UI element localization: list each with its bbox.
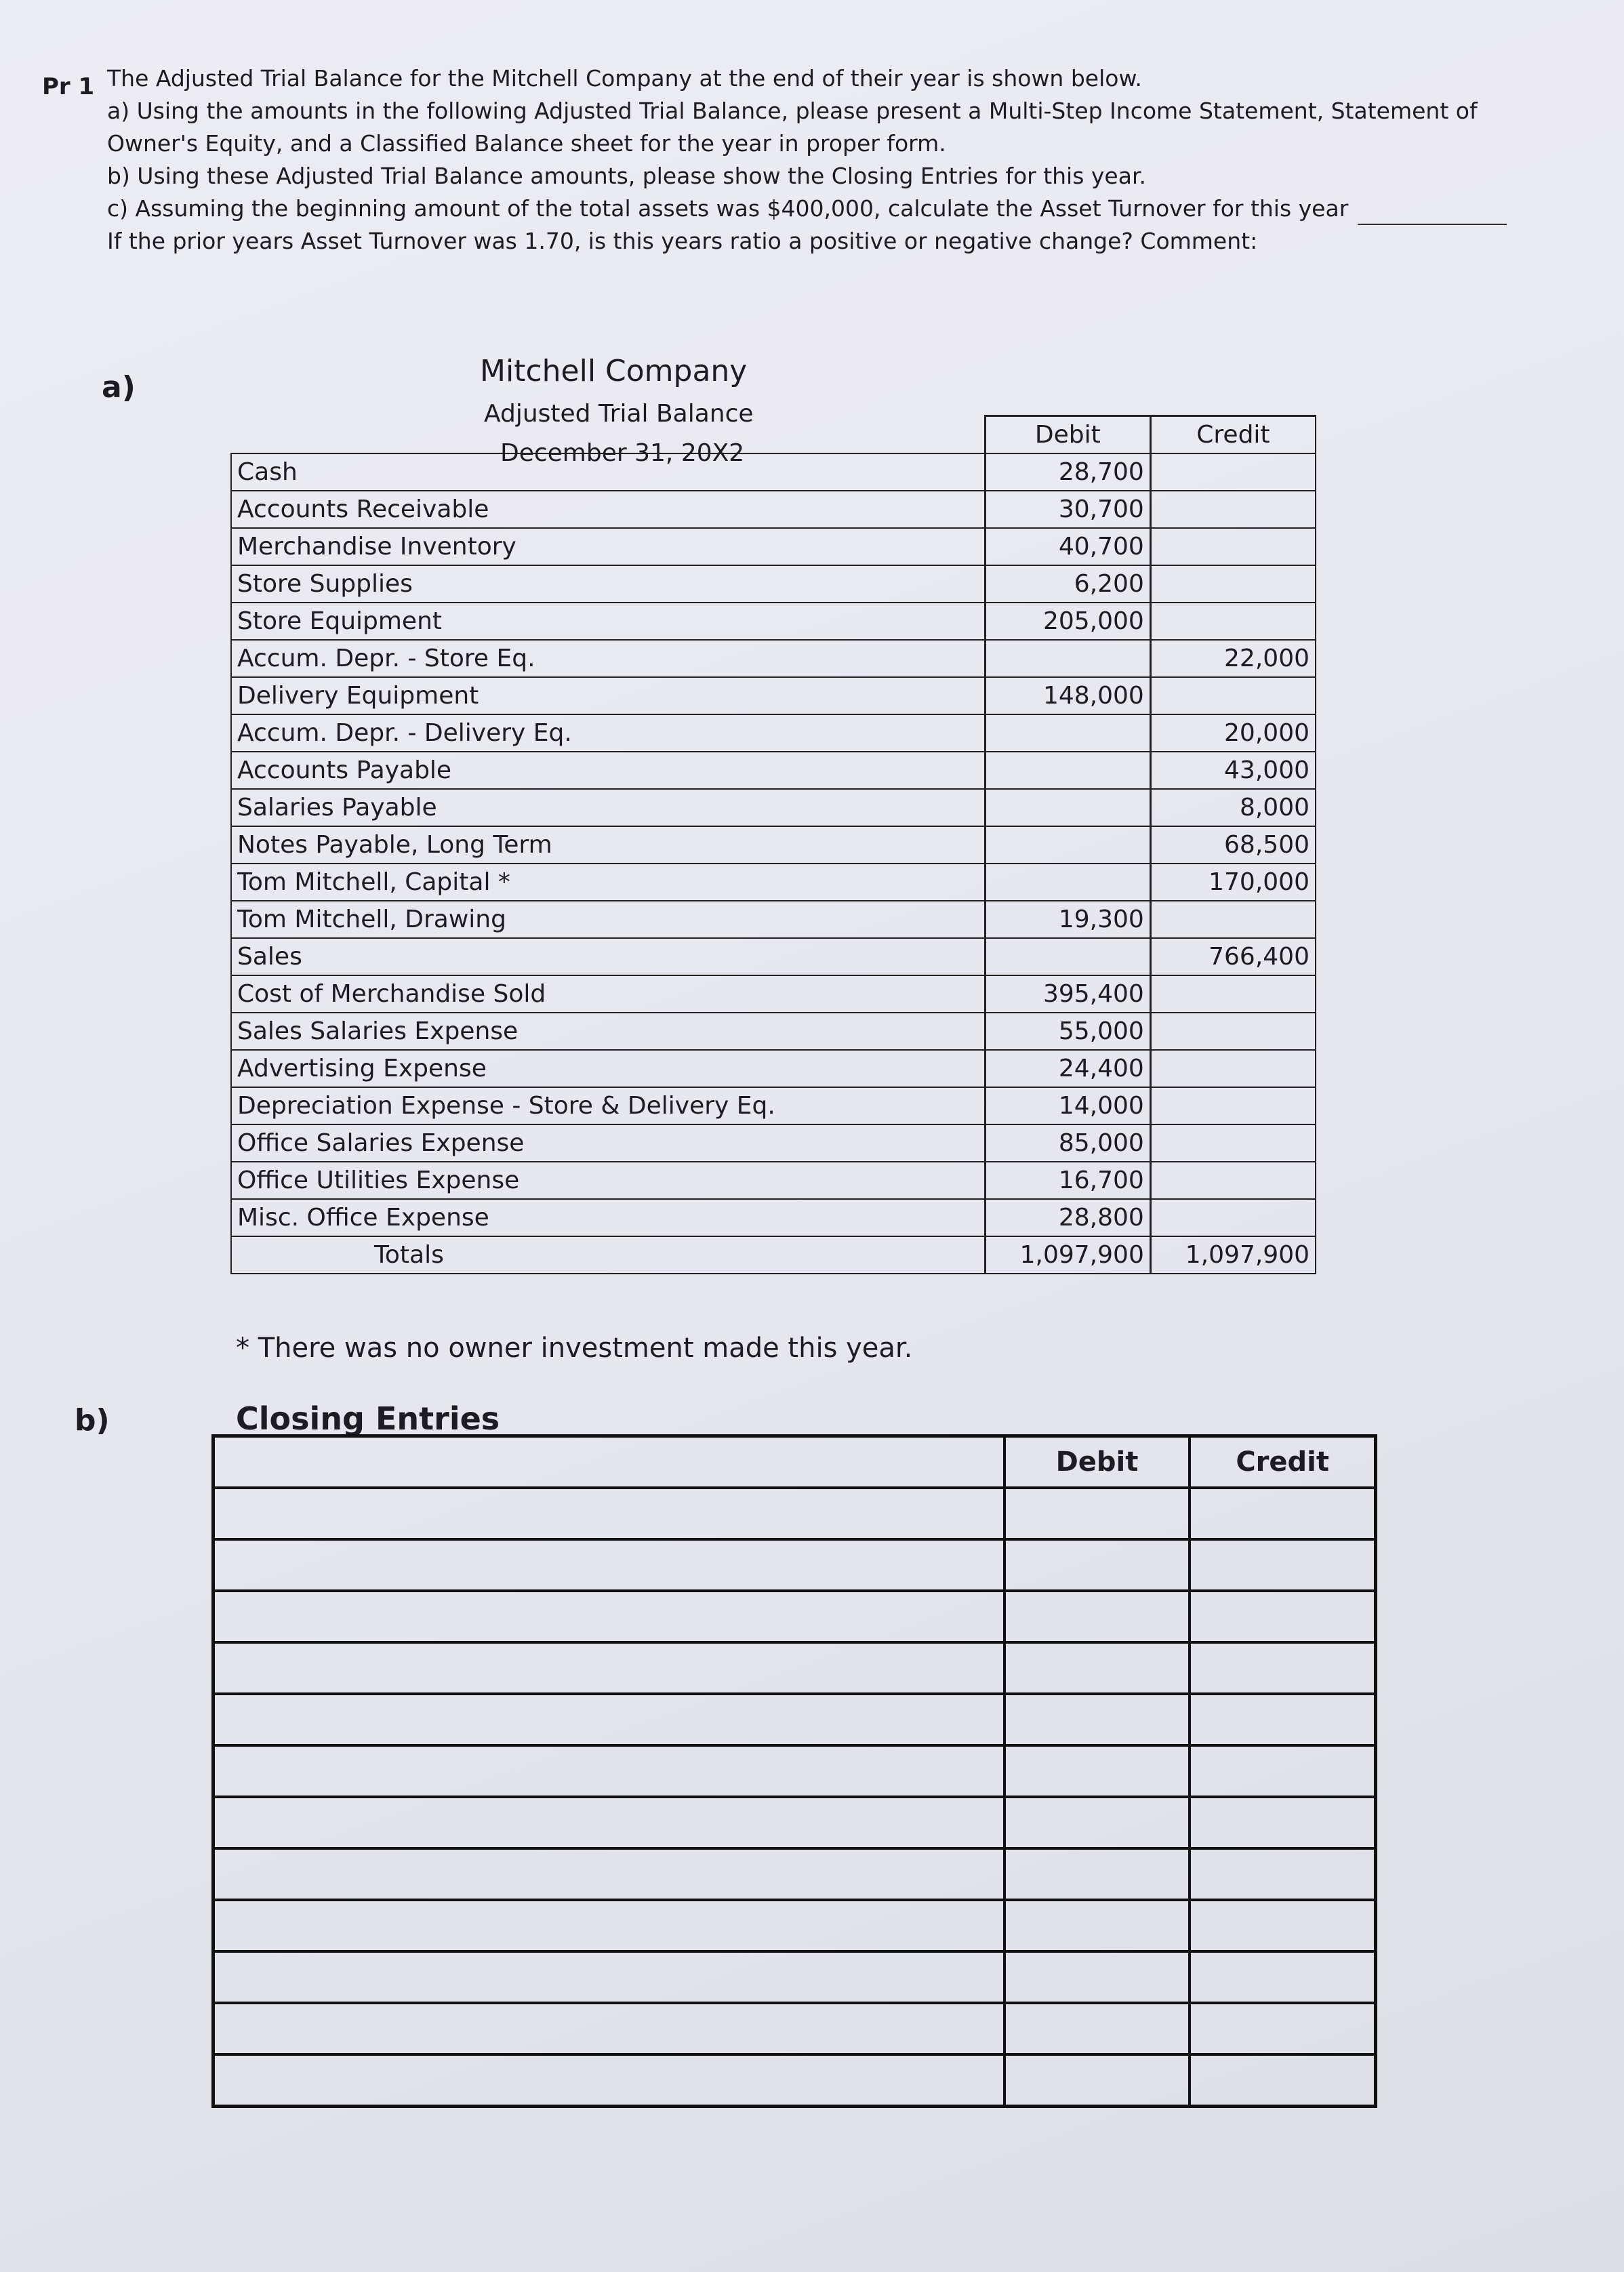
trial-balance-row bbox=[231, 1050, 1316, 1087]
trial-balance-header-row bbox=[231, 416, 1316, 454]
account-name: Office Utilities Expense bbox=[231, 1162, 985, 1199]
closing-entry-debit-cell[interactable] bbox=[1004, 2054, 1190, 2107]
credit-amount bbox=[1150, 1050, 1316, 1087]
debit-header: Debit bbox=[985, 416, 1150, 454]
debit-amount: 28,800 bbox=[985, 1199, 1150, 1236]
closing-entry-credit-cell[interactable] bbox=[1190, 1797, 1375, 1848]
account-name: Tom Mitchell, Capital * bbox=[231, 864, 985, 901]
closing-entry-description-cell[interactable] bbox=[214, 1642, 1004, 1694]
closing-entry-description-cell[interactable] bbox=[214, 1694, 1004, 1745]
closing-credit-header: Credit bbox=[1190, 1436, 1375, 1488]
closing-entry-description-cell[interactable] bbox=[214, 1900, 1004, 1951]
debit-amount bbox=[985, 789, 1150, 826]
credit-amount bbox=[1150, 603, 1316, 640]
debit-amount: 40,700 bbox=[985, 528, 1150, 565]
account-name: Accum. Depr. - Delivery Eq. bbox=[231, 714, 985, 752]
closing-entry-row bbox=[214, 1539, 1376, 1591]
closing-entry-debit-cell[interactable] bbox=[1004, 1642, 1190, 1694]
account-name: Cash bbox=[231, 453, 985, 491]
account-name: Sales bbox=[231, 938, 985, 975]
credit-amount: 8,000 bbox=[1150, 789, 1316, 826]
closing-entry-description-cell[interactable] bbox=[214, 1436, 1004, 1488]
closing-entry-debit-cell[interactable] bbox=[1004, 1797, 1190, 1848]
instruction-line: Owner's Equity, and a Classified Balance sheet for the year in proper form. bbox=[107, 130, 946, 157]
account-name: Office Salaries Expense bbox=[231, 1124, 985, 1162]
closing-entry-credit-cell[interactable] bbox=[1190, 1900, 1375, 1951]
problem-label: Pr 1 bbox=[42, 73, 95, 100]
closing-entry-row bbox=[214, 1745, 1376, 1797]
trial-balance-row bbox=[231, 752, 1316, 789]
closing-entry-credit-cell[interactable] bbox=[1190, 1591, 1375, 1642]
closing-entry-row bbox=[214, 2054, 1376, 2107]
debit-amount bbox=[985, 938, 1150, 975]
closing-entries-title: Closing Entries bbox=[236, 1400, 500, 1437]
debit-amount bbox=[985, 640, 1150, 677]
closing-debit-header: Debit bbox=[1004, 1436, 1190, 1488]
credit-amount bbox=[1150, 1087, 1316, 1124]
trial-balance-row bbox=[231, 938, 1316, 975]
closing-entry-credit-cell[interactable] bbox=[1190, 1848, 1375, 1900]
closing-entry-row bbox=[214, 2003, 1376, 2054]
instruction-line-c bbox=[107, 192, 1564, 225]
closing-entry-row bbox=[214, 1642, 1376, 1694]
debit-amount: 30,700 bbox=[985, 491, 1150, 528]
trial-balance-row bbox=[231, 826, 1316, 864]
account-name: Accounts Receivable bbox=[231, 491, 985, 528]
closing-entry-description-cell[interactable] bbox=[214, 1591, 1004, 1642]
account-name: Advertising Expense bbox=[231, 1050, 985, 1087]
debit-amount: 6,200 bbox=[985, 565, 1150, 603]
closing-entry-description-cell[interactable] bbox=[214, 1951, 1004, 2003]
totals-credit: 1,097,900 bbox=[1150, 1236, 1316, 1274]
closing-entry-debit-cell[interactable] bbox=[1004, 1539, 1190, 1591]
account-name: Accounts Payable bbox=[231, 752, 985, 789]
closing-entry-description-cell[interactable] bbox=[214, 2054, 1004, 2107]
closing-entry-credit-cell[interactable] bbox=[1190, 1694, 1375, 1745]
trial-balance-row bbox=[231, 640, 1316, 677]
closing-entry-credit-cell[interactable] bbox=[1190, 2054, 1375, 2107]
credit-amount bbox=[1150, 975, 1316, 1013]
totals-label: Totals bbox=[231, 1236, 985, 1274]
debit-amount: 16,700 bbox=[985, 1162, 1150, 1199]
closing-entry-debit-cell[interactable] bbox=[1004, 1745, 1190, 1797]
trial-balance-row bbox=[231, 528, 1316, 565]
instruction-line: The Adjusted Trial Balance for the Mitchell Company at the end of their year is shown below. bbox=[107, 65, 1142, 92]
trial-balance-row bbox=[231, 864, 1316, 901]
totals-row bbox=[231, 1236, 1316, 1274]
trial-balance-row bbox=[231, 975, 1316, 1013]
credit-amount: 22,000 bbox=[1150, 640, 1316, 677]
closing-entry-row bbox=[214, 1591, 1376, 1642]
trial-balance-row bbox=[231, 1199, 1316, 1236]
debit-amount: 148,000 bbox=[985, 677, 1150, 714]
credit-amount bbox=[1150, 901, 1316, 938]
closing-entries-header-row bbox=[214, 1436, 1376, 1488]
account-name: Misc. Office Expense bbox=[231, 1199, 985, 1236]
closing-entry-row bbox=[214, 1488, 1376, 1539]
trial-balance-row bbox=[231, 453, 1316, 491]
closing-entry-credit-cell[interactable] bbox=[1190, 1951, 1375, 2003]
header-blank-cell bbox=[231, 416, 985, 454]
credit-amount bbox=[1150, 677, 1316, 714]
closing-entry-debit-cell[interactable] bbox=[1004, 1694, 1190, 1745]
credit-amount: 43,000 bbox=[1150, 752, 1316, 789]
trial-balance-body bbox=[231, 453, 1316, 1236]
company-name: Mitchell Company bbox=[480, 354, 748, 388]
credit-amount bbox=[1150, 1124, 1316, 1162]
part-a-label: a) bbox=[102, 370, 136, 405]
closing-entry-row bbox=[214, 1951, 1376, 2003]
debit-amount: 24,400 bbox=[985, 1050, 1150, 1087]
closing-entry-debit-cell[interactable] bbox=[1004, 1591, 1190, 1642]
account-name: Accum. Depr. - Store Eq. bbox=[231, 640, 985, 677]
footnote: * There was no owner investment made this year. bbox=[236, 1333, 913, 1364]
closing-entry-description-cell[interactable] bbox=[214, 1539, 1004, 1591]
instruction-line: If the prior years Asset Turnover was 1.70, is this years ratio a positive or negative change? Comment: bbox=[107, 228, 1258, 254]
credit-amount bbox=[1150, 565, 1316, 603]
closing-entry-row bbox=[214, 1848, 1376, 1900]
instruction-line: a) Using the amounts in the following Adjusted Trial Balance, please present a Multi-Step Income Statement, Statement of bbox=[107, 98, 1478, 124]
trial-balance-table bbox=[230, 415, 1316, 1274]
credit-amount bbox=[1150, 491, 1316, 528]
account-name: Tom Mitchell, Drawing bbox=[231, 901, 985, 938]
account-name: Delivery Equipment bbox=[231, 677, 985, 714]
debit-amount: 19,300 bbox=[985, 901, 1150, 938]
closing-entry-description-cell[interactable] bbox=[214, 1797, 1004, 1848]
closing-entry-row bbox=[214, 1900, 1376, 1951]
instruction-text: c) Assuming the beginning amount of the total assets was $400,000, calculate the Asset Turnover for this year bbox=[107, 195, 1349, 222]
credit-amount: 766,400 bbox=[1150, 938, 1316, 975]
closing-entry-description-cell[interactable] bbox=[214, 1745, 1004, 1797]
credit-amount bbox=[1150, 1199, 1316, 1236]
problem-instructions bbox=[107, 62, 1564, 258]
part-b-label: b) bbox=[75, 1403, 110, 1438]
closing-entry-debit-cell[interactable] bbox=[1004, 1951, 1190, 2003]
debit-amount: 14,000 bbox=[985, 1087, 1150, 1124]
trial-balance-row bbox=[231, 1124, 1316, 1162]
closing-entry-credit-cell[interactable] bbox=[1190, 1488, 1375, 1539]
instruction-line: b) Using these Adjusted Trial Balance amounts, please show the Closing Entries for this year. bbox=[107, 163, 1146, 189]
debit-amount bbox=[985, 752, 1150, 789]
trial-balance-row bbox=[231, 1162, 1316, 1199]
closing-entry-row bbox=[214, 1797, 1376, 1848]
closing-entry-credit-cell[interactable] bbox=[1190, 2003, 1375, 2054]
debit-amount: 55,000 bbox=[985, 1013, 1150, 1050]
closing-entry-row bbox=[214, 1694, 1376, 1745]
account-name: Notes Payable, Long Term bbox=[231, 826, 985, 864]
credit-amount bbox=[1150, 528, 1316, 565]
closing-entries-body bbox=[214, 1488, 1376, 2107]
credit-header: Credit bbox=[1150, 416, 1316, 454]
closing-entry-debit-cell[interactable] bbox=[1004, 1900, 1190, 1951]
closing-entry-description-cell[interactable] bbox=[214, 2003, 1004, 2054]
closing-entry-debit-cell[interactable] bbox=[1004, 1488, 1190, 1539]
closing-entry-credit-cell[interactable] bbox=[1190, 1539, 1375, 1591]
debit-amount: 395,400 bbox=[985, 975, 1150, 1013]
debit-amount bbox=[985, 714, 1150, 752]
credit-amount bbox=[1150, 1013, 1316, 1050]
debit-amount: 205,000 bbox=[985, 603, 1150, 640]
debit-amount: 85,000 bbox=[985, 1124, 1150, 1162]
debit-amount: 28,700 bbox=[985, 453, 1150, 491]
closing-entry-description-cell[interactable] bbox=[214, 1488, 1004, 1539]
trial-balance-row bbox=[231, 1087, 1316, 1124]
statement-date: December 31, 20X2 bbox=[500, 439, 745, 467]
trial-balance-row bbox=[231, 1013, 1316, 1050]
credit-amount: 20,000 bbox=[1150, 714, 1316, 752]
account-name: Merchandise Inventory bbox=[231, 528, 985, 565]
closing-entry-credit-cell[interactable] bbox=[1190, 1745, 1375, 1797]
closing-entry-credit-cell[interactable] bbox=[1190, 1642, 1375, 1694]
trial-balance-row bbox=[231, 491, 1316, 528]
trial-balance-row bbox=[231, 901, 1316, 938]
account-name: Depreciation Expense - Store & Delivery Eq. bbox=[231, 1087, 985, 1124]
account-name: Salaries Payable bbox=[231, 789, 985, 826]
account-name: Sales Salaries Expense bbox=[231, 1013, 985, 1050]
closing-entry-description-cell[interactable] bbox=[214, 1848, 1004, 1900]
trial-balance-row bbox=[231, 565, 1316, 603]
trial-balance-row bbox=[231, 603, 1316, 640]
credit-amount: 170,000 bbox=[1150, 864, 1316, 901]
closing-entry-debit-cell[interactable] bbox=[1004, 1848, 1190, 1900]
closing-entries-table bbox=[211, 1434, 1377, 2108]
account-name: Cost of Merchandise Sold bbox=[231, 975, 985, 1013]
closing-entry-debit-cell[interactable] bbox=[1004, 2003, 1190, 2054]
trial-balance-row bbox=[231, 789, 1316, 826]
statement-title: Adjusted Trial Balance bbox=[484, 400, 754, 428]
debit-amount bbox=[985, 826, 1150, 864]
asset-turnover-answer-blank[interactable] bbox=[1358, 203, 1507, 225]
credit-amount bbox=[1150, 1162, 1316, 1199]
credit-amount: 68,500 bbox=[1150, 826, 1316, 864]
trial-balance-row bbox=[231, 714, 1316, 752]
debit-amount bbox=[985, 864, 1150, 901]
account-name: Store Equipment bbox=[231, 603, 985, 640]
credit-amount bbox=[1150, 453, 1316, 491]
totals-debit: 1,097,900 bbox=[985, 1236, 1150, 1274]
account-name: Store Supplies bbox=[231, 565, 985, 603]
trial-balance-row bbox=[231, 677, 1316, 714]
